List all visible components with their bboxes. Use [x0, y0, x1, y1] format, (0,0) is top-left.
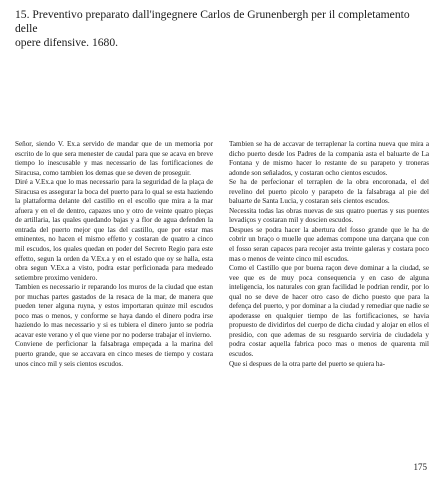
paragraph: Conviene de perficionar la falsabraga empeçada a la marina del puerto grande, que se accavara en cinco meses de tiempo y costara unos cinco mil y seis cientos escudos. [15, 340, 213, 368]
left-column [15, 140, 213, 369]
right-column [229, 140, 429, 369]
paragraph: Se ha de perfecionar el terraplen de la obra encoronada, el del revelino del puerto picolo y parapeto de la falsabraga al pie del baluarte de Santa Lucia, y costaran seis cientos escudos. [229, 178, 429, 206]
paragraph: Diré a V.Ex.a que lo mas necessario para la seguridad de la plaça de Siracusa es assegurar la boca del puerto para lo qual se esta haziendo la plattaforma delante del castillo en el escollo que mira a la mar afuera y en el de dentro, capazes uno y otro de veinte quatro pieças de artillaria, las quales quedando bajas y a flor de agua defenden la entrada del puerto mejor que las del castillo, que por estar mas eminentes, no hacen el mismo effetto y costaran de quatro a cinco mil escudos, los quales quedan en poder del Secreto Regio para este effetto, segun la orden da V.Ex.a y en el estado que oy se halla, esta obra segun V.Ex.a a visto, podra estar perficionada para medeado setiembre proximo venidero. [15, 178, 213, 282]
paragraph: Tambien es necessario ir reparando los muros de la ciudad que estan por muchas partes gastados de la resaca de la mar, de manera que pueden tener alguna ruyna, y estos importaran quinze mil escudos poco mas o menos, y conforme se haya dando el dinero podra irse haziendo lo mas necessario y si es tubiera el dinero junto se podria acavar este verano y el que viene por no poderse trabajar el invierno. [15, 283, 213, 339]
paragraph: Que si despues de la otra parte del puerto se quiera ha- [229, 359, 386, 368]
heading-line-1: 15. Preventivo preparato dall'ingegnere Carlos de Grunenbergh per il completamento delle [15, 8, 410, 35]
paragraph: Señor, siendo V. Ex.a servido de mandar que de un memoria por escrito de lo que sera menester de caudal para que se acava en breve tiempo lo inescusable y mas necessario de las fortificaciones de Siracusa, como tambien los demas que se deven de proseguir. [15, 140, 213, 177]
paragraph: Como el Castillo que por buena raçon deve dominar a la ciudad, se vee que es de muy poca consequencia y en caso de alguna inteligencia, los naturales con gran facilidad le podrian rendir, por lo qual no se deve de hacer otro caso de dicho puesto que para la defença del puerto, y por dominar a la ciudad y remediar que nadie se apoderasse en qualquier tiempo de las fortificaciones, se havia propuesto de dividirlos del cuerpo de dicha ciudad y alojar en ellos el presidio, con que ademas de su resguardo serviria de ciudadela y podra costar aquella fabrica poco mas o menos de quarenta mil escudos. [229, 264, 429, 359]
paragraph: Tambien se ha de accavar de terraplenar la cortina nueva que mira a dicho puerto desde los Padres de la compania asta el baluarte de La Fontana y de mismo hacer lo restante de su parapeto y troneras adonde son señalados, y costaran ocho cientos escudos. [229, 140, 429, 177]
paragraph: Despues se podra hacer la abertura del fosso grande que le ha de cobrir un braço o muelle que ademas compone una darçana que con el fosso seran capaces para recojer asta treinte galeras y costara poco mas o menos de veinte cinco mil escudos. [229, 225, 429, 263]
document-heading [15, 8, 433, 50]
heading-line-2: opere difensive. 1680. [15, 36, 119, 49]
paragraph: Necessita todas las obras nuevas de sus quatro puertas y sus puentes levadiços y costaran mil y doscien escudos. [229, 206, 429, 225]
page-number: 175 [413, 462, 427, 472]
